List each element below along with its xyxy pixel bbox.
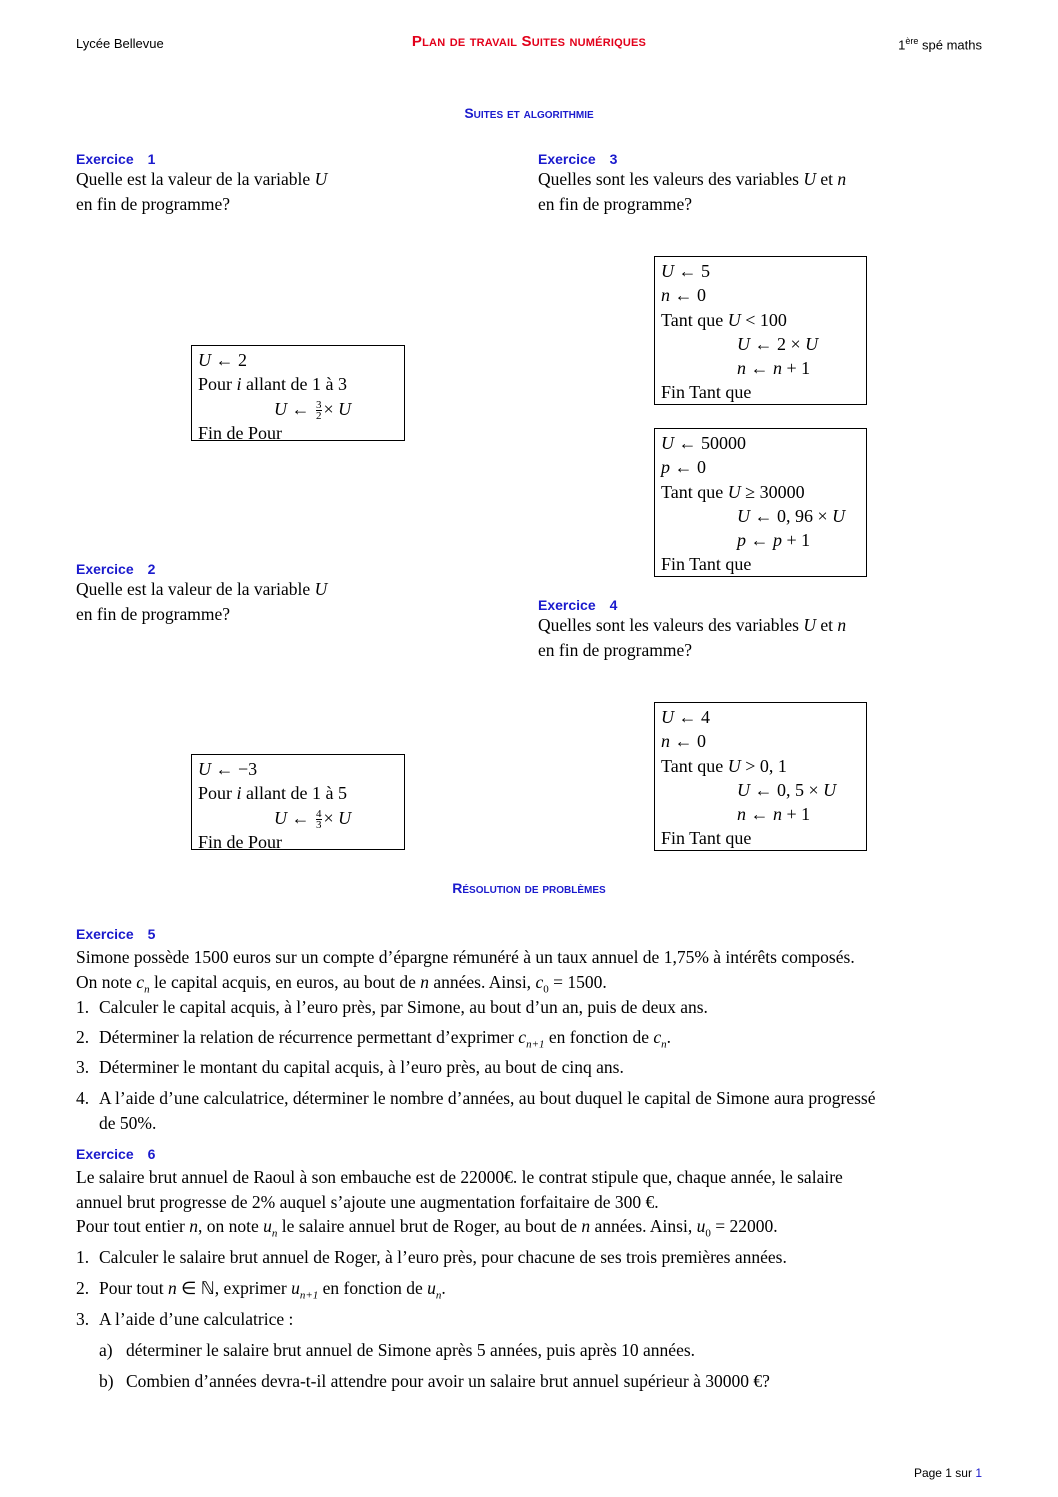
exercise-4-title: Exercice 4 [538,597,618,613]
exercise-6-title: Exercice 6 [76,1146,156,1162]
section-heading-algo: Suites et algorithmie [464,105,594,121]
exercise-5-intro: Simone possède 1500 euros sur un compte d’épargne rémunéré à un taux annuel de 1,75% à intérêts composés. On note $c_n$ le capital acquis, en euros, au bout de n années. Ainsi, $c_0 = 1500$. [76,947,855,995]
exercise-4 [538,597,846,662]
algorithm-box-2: U ← −3 Pour i allant de 1 à 5 U ← $\frac{4}{3}$ × U Fin de Pour [191,754,405,850]
exercise-1 [76,151,327,216]
algorithm-box-1: U ← 2 Pour i allant de 1 à 3 U ← $\frac{3}{2}$ × U Fin de Pour [191,345,405,441]
fraction: $\frac{4}{3}$ [316,807,322,831]
page-footer [914,1466,982,1480]
header-class [898,36,982,52]
algorithm-box-4: U ← 4 n ← 0 Tant que U > 0, 1 U ← 0, 5 × U n ← n + 1 Fin Tant que [654,702,867,851]
header-class-text: spé maths [918,37,982,53]
algorithm-box-3b: U ← 50000 p ← 0 Tant que U ≥ 30000 U ← 0, 96 × U p ← p + 1 Fin Tant que [654,428,867,577]
exercise-1-title [76,151,327,167]
page-label: Page 1 sur [913,1466,976,1480]
header-class-num: 1 [898,37,906,53]
header-school: Lycée Bellevue [76,36,164,51]
document-title: Plan de travail Suites numériques [411,33,647,50]
algorithm-box-3a: U ← 5 n ← 0 Tant que U < 100 U ← 2 × U n ← n + 1 Fin Tant que [654,256,867,405]
exercise-3 [538,151,846,216]
fraction: $\frac{3}{2}$ [316,398,322,422]
header-class-sup: ère [905,36,919,46]
exercise-4-question: Quelles sont les valeurs des variables U et n en fin de programme? [538,615,847,660]
page-total: 1 [975,1466,982,1480]
section-heading-problems: Résolution de problèmes [452,880,606,896]
exercise-6-intro: Le salaire brut annuel de Raoul à son embauche est de 22000€. le contrat stipule que, chaque année, le salaire annuel brut progresse de 2% auquel s’ajoute une augmentation forfaitaire de 300 €. Pour tout entier n, on note $u_n$ le salaire annuel brut de Roger, au bout de n années. Ainsi, $u_0 = 22000$. [76,1167,843,1240]
exercise-3-question: Quelles sont les valeurs des variables U et n en fin de programme? [538,169,847,214]
exercise-2 [76,561,327,626]
exercise-5-title: Exercice 5 [76,926,156,942]
exercise-2-question: Quelle est la valeur de la variable U en fin de programme? [76,579,328,624]
exercise-3-title: Exercice 3 [538,151,618,167]
exercise-label: Exercice [76,151,134,167]
exercise-number: 1 [147,151,156,167]
exercise-2-title: Exercice 2 [76,561,156,577]
exercise-1-question: Quelle est la valeur de la variable U en fin de programme? [76,169,328,214]
